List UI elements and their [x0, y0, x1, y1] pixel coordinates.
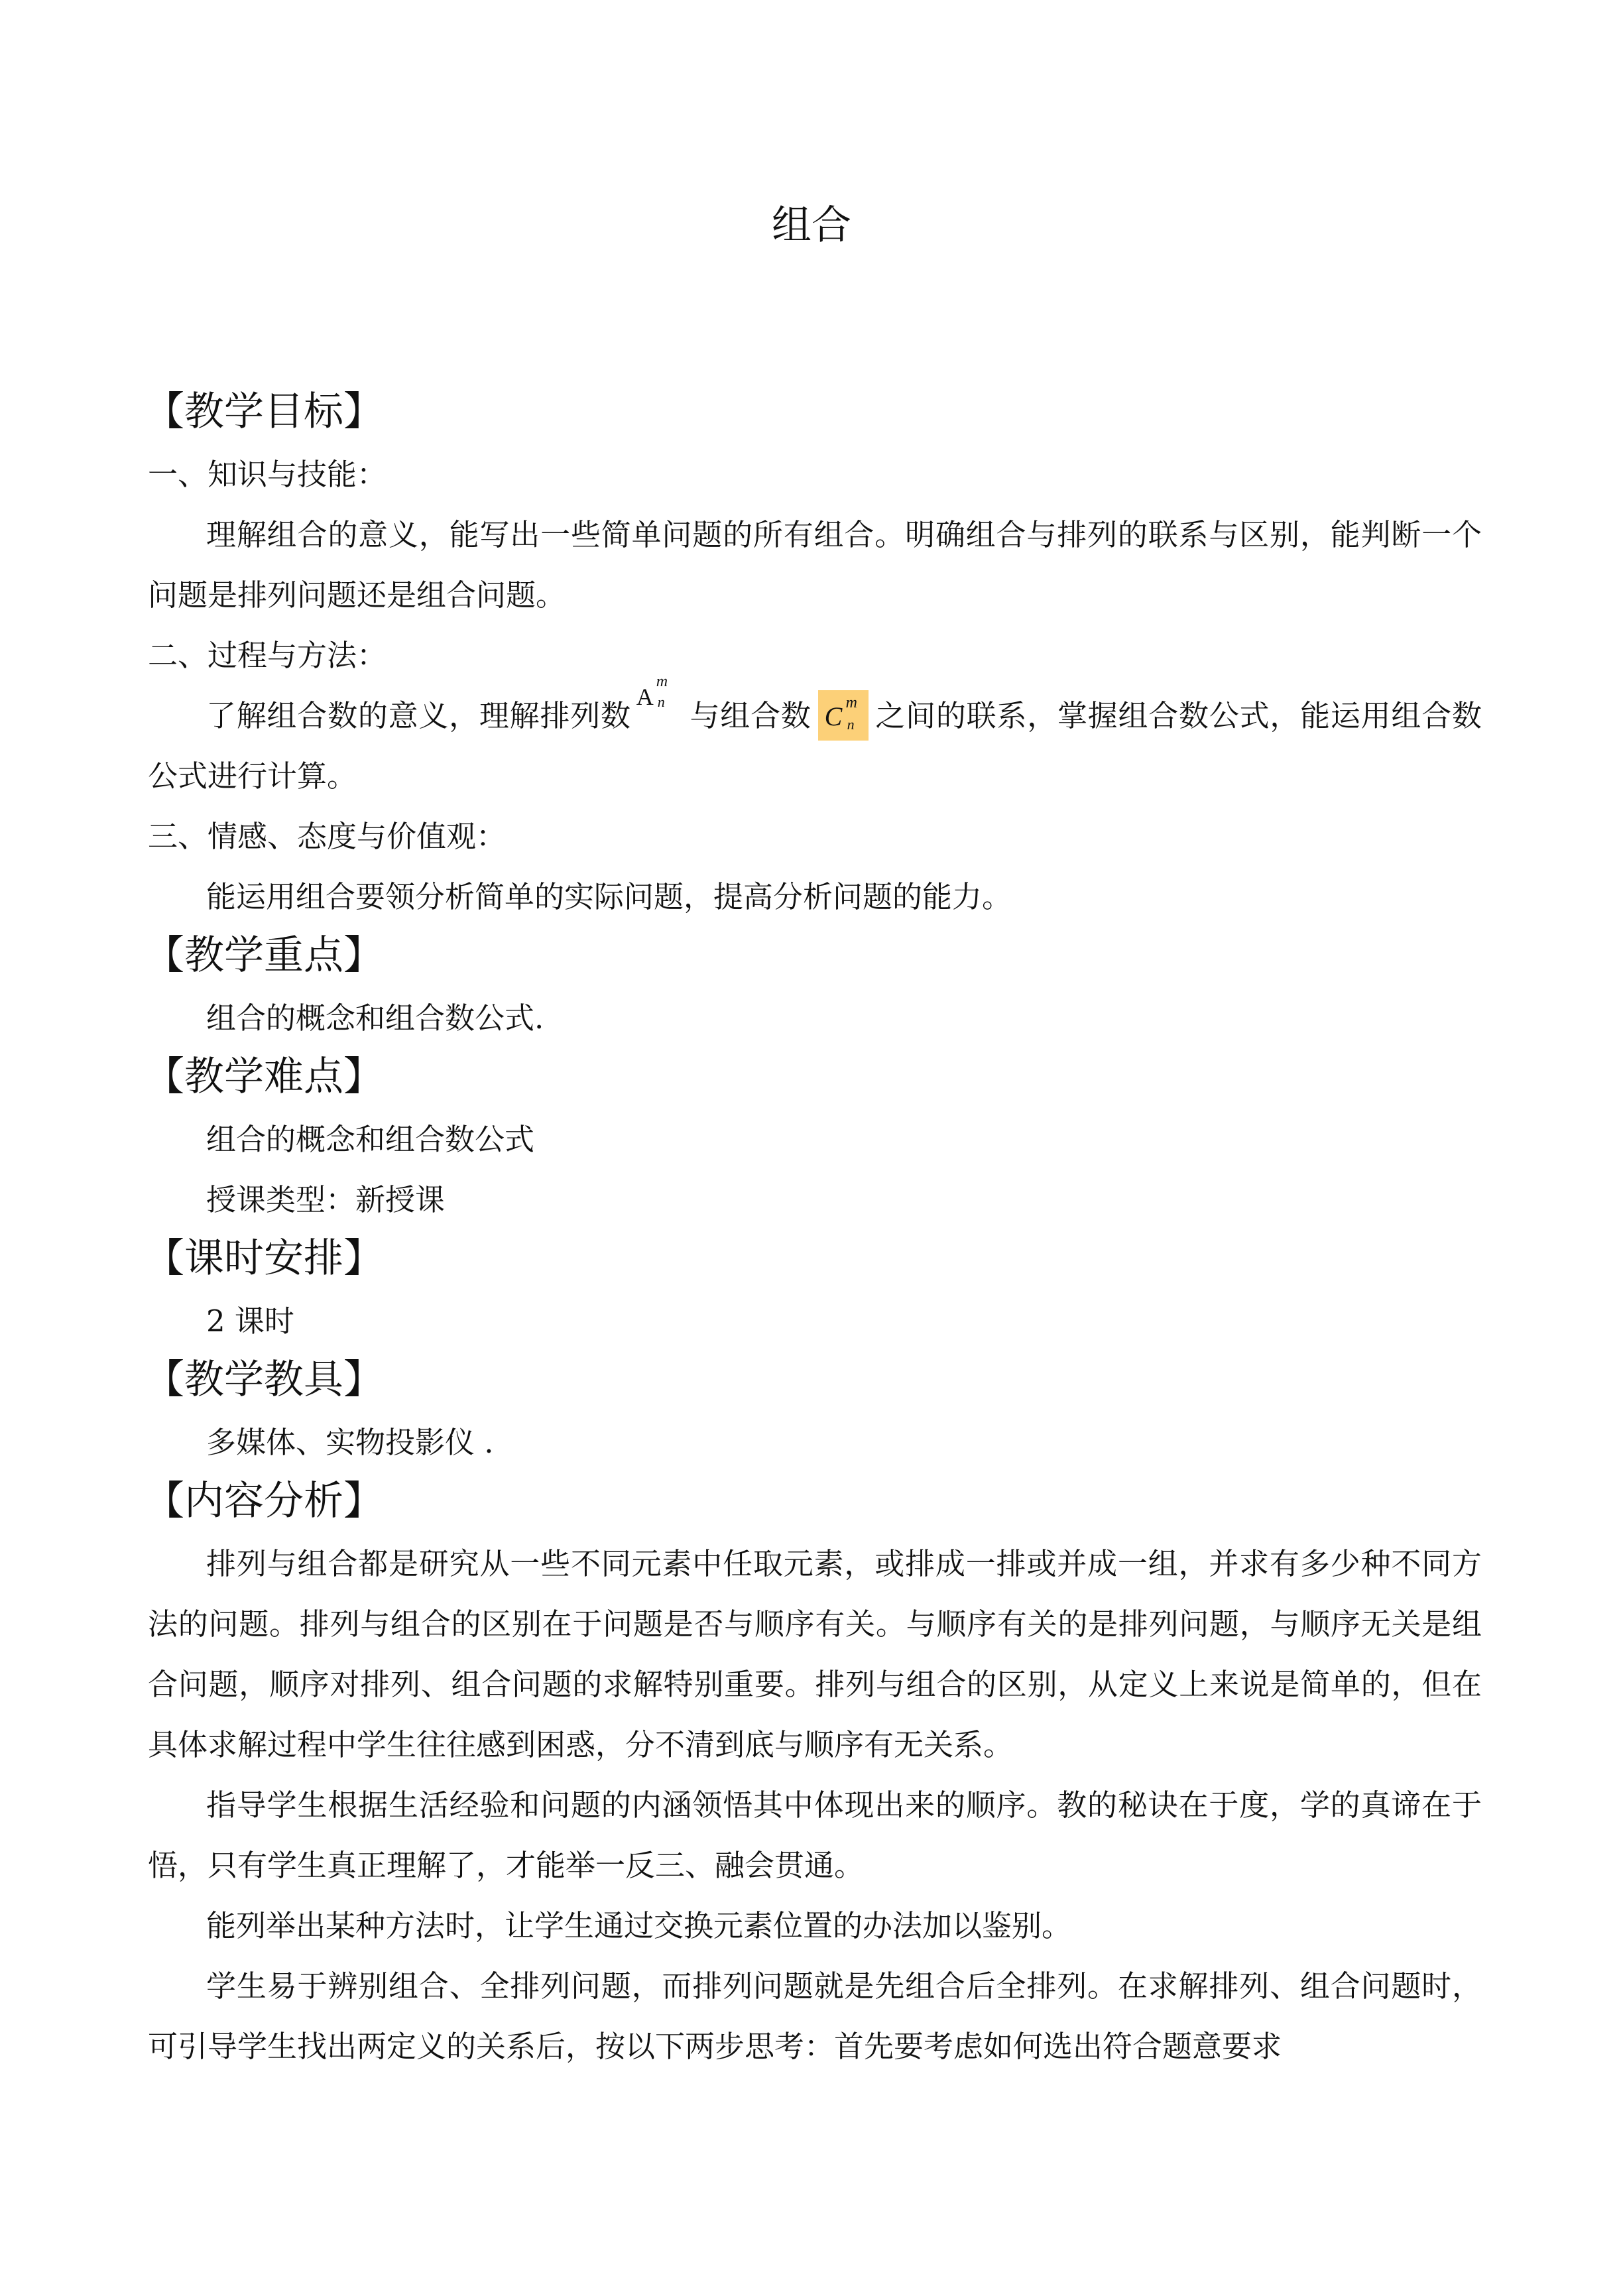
- heading-difficult-points: 【教学难点】: [145, 1054, 383, 1100]
- heading-key-points: 【教学重点】: [145, 932, 383, 979]
- combination-superscript: m: [845, 694, 857, 711]
- combination-letter: C: [824, 701, 843, 731]
- document-body: [145, 383, 1482, 2077]
- combination-symbol-highlighted: [818, 690, 869, 741]
- document-title: 组合: [772, 202, 851, 249]
- paragraph-analysis-4: 学生易于辨别组合、全排列问题，而排列问题就是先组合后全排列。在求解排列、组合问题时，可引导学生找出两定义的关系后，按以下两步思考：首先要考虑如何选出符合题意要求: [148, 1968, 1482, 2064]
- permutation-subscript: n: [657, 694, 665, 710]
- text-difficult-points: 组合的概念和组合数公式: [206, 1122, 535, 1157]
- text-segment: 之间的联系，掌握组合数公式，能运用组合数公式进行计算。: [148, 698, 1482, 794]
- subheading-attitude-values: 三、情感、态度与价值观：: [148, 819, 507, 854]
- heading-schedule: 【课时安排】: [145, 1235, 383, 1282]
- paragraph-attitude-values: 能运用组合要领分析简单的实际问题，提高分析问题的能力。: [206, 879, 1012, 914]
- permutation-symbol: [631, 673, 690, 726]
- text-segment: 与组合数: [689, 698, 812, 733]
- combination-subscript: n: [847, 716, 855, 733]
- heading-teaching-tools: 【教学教具】: [145, 1357, 383, 1403]
- text-schedule: 2 课时: [206, 1303, 294, 1339]
- paragraph-analysis-2: 指导学生根据生活经验和问题的内涵领悟其中体现出来的顺序。教的秘诀在于度，学的真谛在于悟，只有学生真正理解了，才能举一反三、融会贯通。: [148, 1787, 1482, 1883]
- text-key-points: 组合的概念和组合数公式.: [206, 1000, 544, 1036]
- permutation-superscript: m: [656, 673, 668, 690]
- heading-teaching-goals: 【教学目标】: [145, 389, 383, 435]
- text-segment: 了解组合数的意义，理解排列数: [206, 698, 631, 733]
- text-teaching-tools: 多媒体、实物投影仪 .: [206, 1425, 494, 1460]
- heading-content-analysis: 【内容分析】: [145, 1478, 383, 1524]
- text-lesson-type: 授课类型：新授课: [206, 1182, 446, 1217]
- paragraph-analysis-3: 能列举出某种方法时，让学生通过交换元素位置的办法加以鉴别。: [206, 1908, 1072, 1943]
- paragraph-analysis-1: 排列与组合都是研究从一些不同元素中任取元素，或排成一排或并成一组，并求有多少种不同方法的问题。排列与组合的区别在于问题是否与顺序有关。与顺序有关的是排列问题，与顺序无关是组合问题，顺序对排列、组合问题的求解特别重要。排列与组合的区别，从定义上来说是简单的，但在具体求解过程中学生往往感到困惑，分不清到底与顺序有无关系。: [148, 1546, 1482, 1762]
- paragraph-process-method: [148, 673, 1482, 806]
- permutation-letter: A: [636, 684, 654, 710]
- paragraph-knowledge-skills: 理解组合的意义，能写出一些简单问题的所有组合。明确组合与排列的联系与区别，能判断一个问题是排列问题还是组合问题。: [148, 517, 1482, 613]
- subheading-knowledge-skills: 一、知识与技能：: [148, 457, 387, 492]
- subheading-process-method: 二、过程与方法：: [148, 638, 387, 673]
